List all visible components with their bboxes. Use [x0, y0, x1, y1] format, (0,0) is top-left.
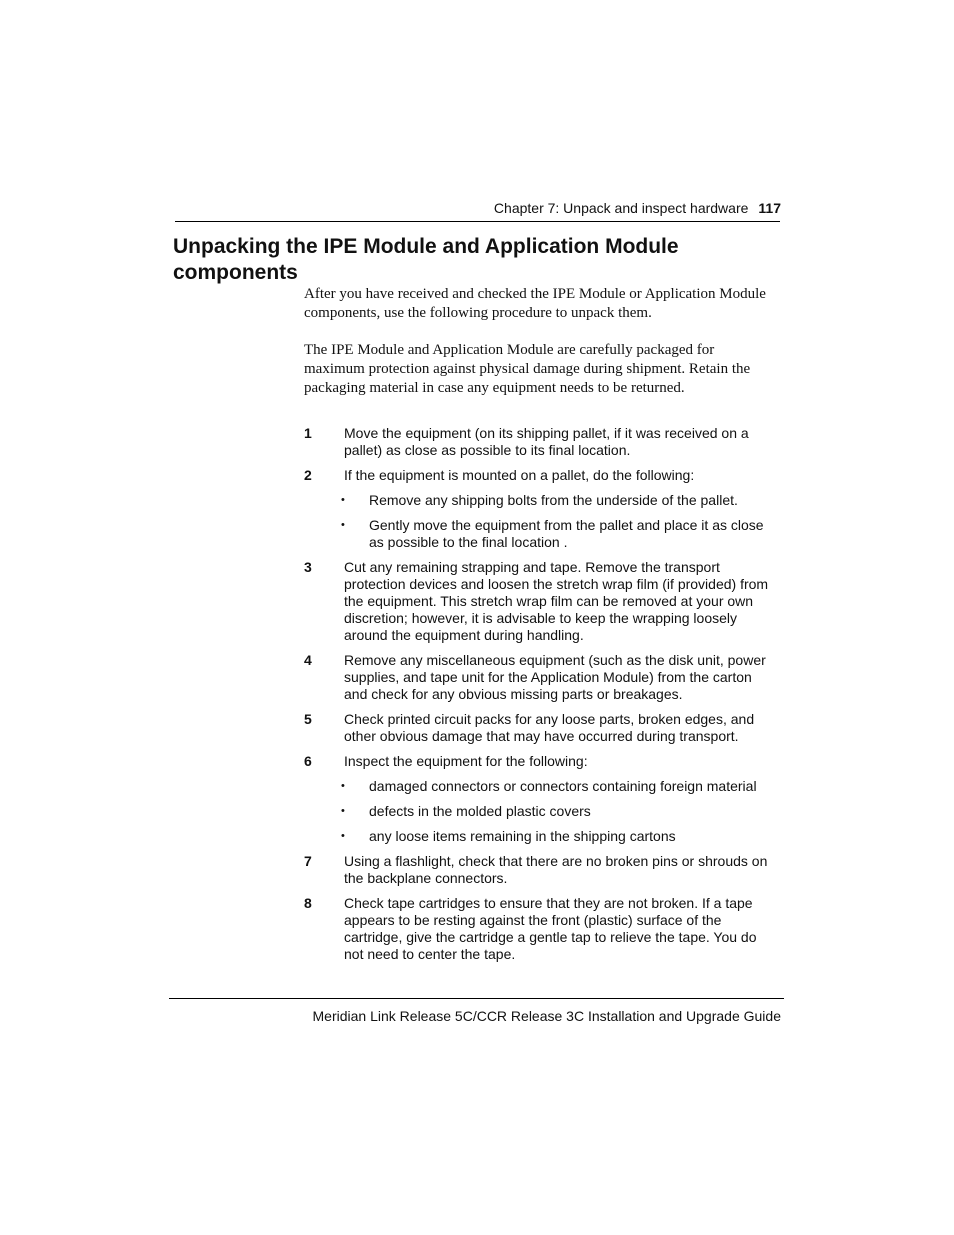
- bullet-text: any loose items remaining in the shipping cartons: [369, 828, 676, 844]
- chapter-title: Chapter 7: Unpack and inspect hardware: [493, 200, 749, 216]
- step-number: 1: [304, 425, 312, 441]
- step-text: If the equipment is mounted on a pallet, do the following:: [344, 467, 695, 483]
- bullet-text: defects in the molded plastic covers: [369, 803, 591, 819]
- header-rule: [175, 221, 780, 222]
- bullet-icon: •: [341, 519, 345, 531]
- section-title: Unpacking the IPE Module and Application Module components: [173, 235, 679, 284]
- bullet-text: Gently move the equipment from the pallet and place it as close as possible to the final location .: [369, 517, 764, 550]
- bullet-icon: •: [341, 805, 345, 817]
- bullet-icon: •: [341, 494, 345, 506]
- bullet-icon: •: [341, 830, 345, 842]
- step-number: 3: [304, 559, 312, 575]
- step-number: 6: [304, 753, 312, 769]
- step-text: Check tape cartridges to ensure that they are not broken. If a tape appears to be resting against the front (plastic) surface of the cartridge, give the cartridge a gentle tap to relieve the tape. You do not need to center the tape.: [344, 895, 757, 962]
- step-number: 5: [304, 711, 312, 727]
- step-number: 7: [304, 853, 312, 869]
- step-text: Check printed circuit packs for any loose parts, broken edges, and other obvious damage that may have occurred during transport.: [344, 711, 755, 744]
- bullet-text: Remove any shipping bolts from the underside of the pallet.: [369, 492, 738, 508]
- running-header: [494, 200, 781, 216]
- step-number: 2: [304, 467, 312, 483]
- footer-title: Meridian Link Release 5C/CCR Release 3C Installation and Upgrade Guide: [312, 1008, 781, 1024]
- footer-rule: [169, 998, 784, 999]
- step-number: 4: [304, 652, 312, 668]
- intro-paragraph-1: After you have received and checked the IPE Module or Application Module components, use the following procedure to unpack them.: [304, 286, 766, 321]
- step-number: 8: [304, 895, 312, 911]
- step-text: Cut any remaining strapping and tape. Remove the transport protection devices and loosen the stretch wrap film (if provided) from the equipment. This stretch wrap film can be removed at your own discretion; however, it is advisable to keep the wrapping loosely around the equipment during handling.: [344, 559, 769, 643]
- step-text: Remove any miscellaneous equipment (such as the disk unit, power supplies, and tape unit for the Application Module) from the carton and check for any obvious missing parts or breakages.: [344, 652, 766, 702]
- step-text: Using a flashlight, check that there are no broken pins or shrouds on the backplane connectors.: [344, 853, 768, 886]
- step-text: Move the equipment (on its shipping pallet, if it was received on a pallet) as close as possible to its final location.: [344, 425, 749, 458]
- bullet-text: damaged connectors or connectors containing foreign material: [369, 778, 757, 794]
- step-text: Inspect the equipment for the following:: [344, 753, 588, 769]
- intro-paragraph-2: The IPE Module and Application Module are carefully packaged for maximum protection against physical damage during shipment. Retain the packaging material in case any equipment needs to be returned.: [304, 342, 751, 396]
- bullet-icon: •: [341, 780, 345, 792]
- page-number: 117: [758, 200, 781, 216]
